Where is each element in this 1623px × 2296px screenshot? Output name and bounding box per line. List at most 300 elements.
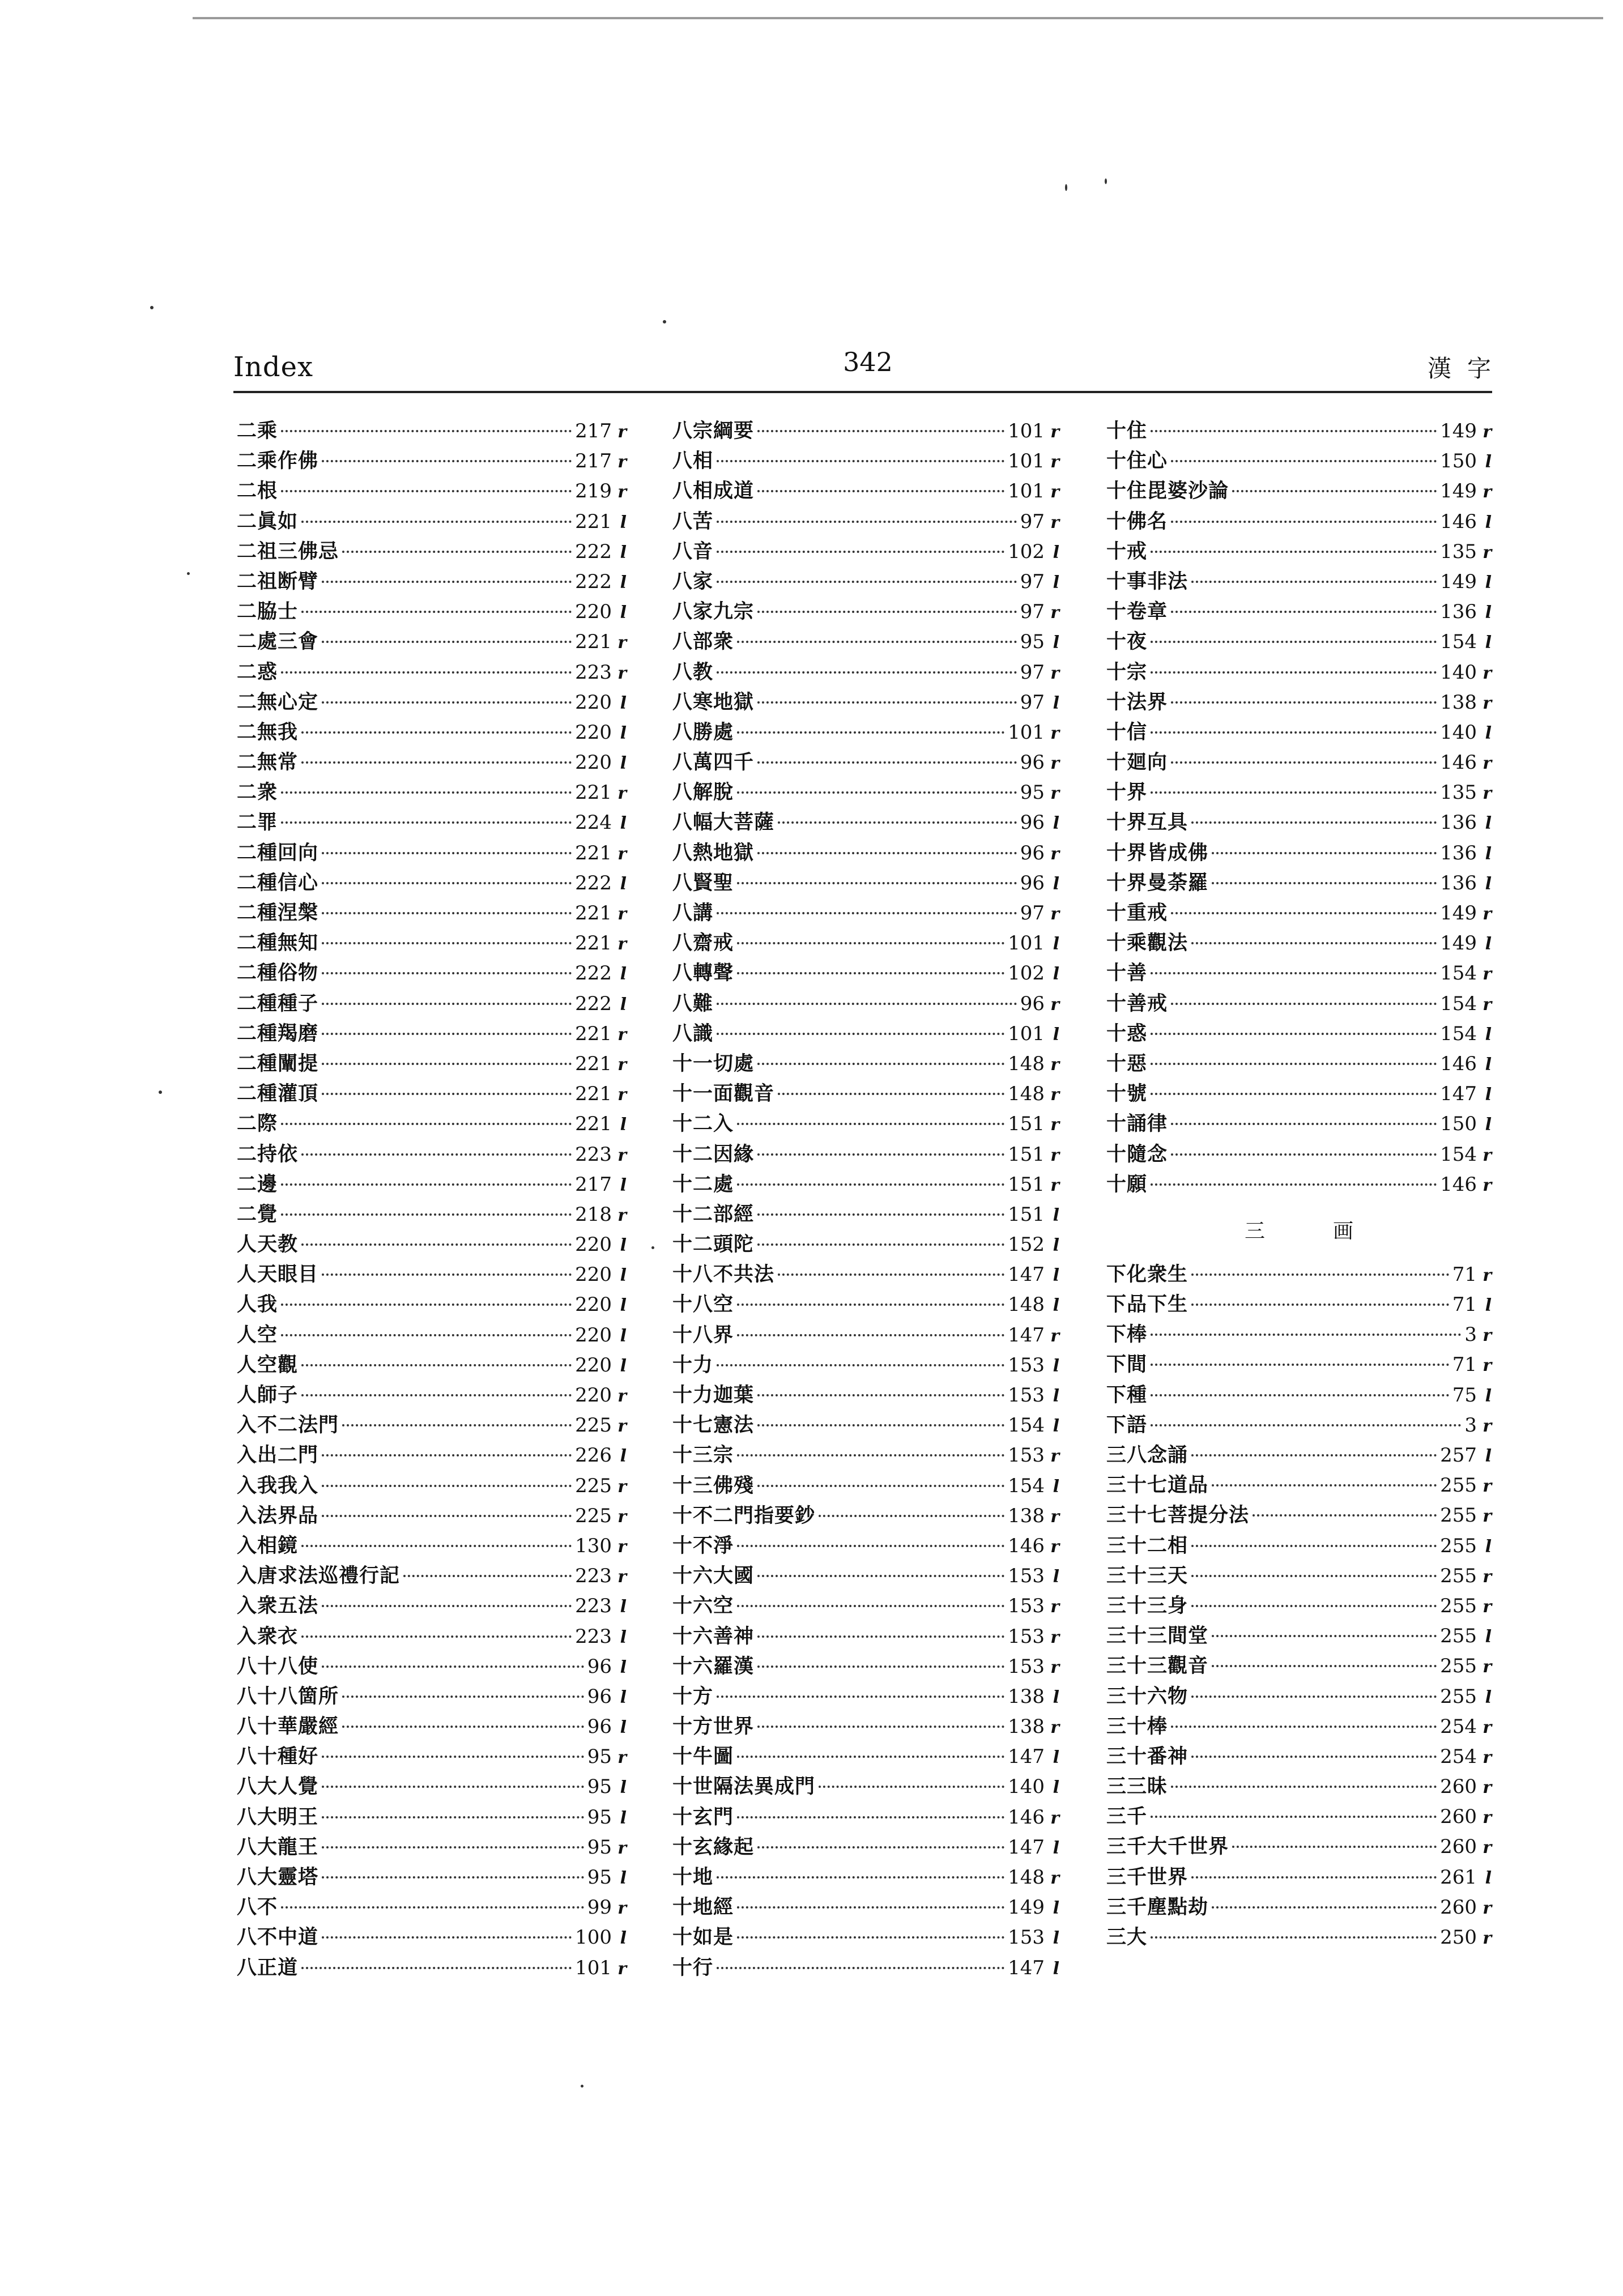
page-number: 342 bbox=[843, 347, 893, 377]
entry-term: 八大人覺 bbox=[237, 1775, 319, 1799]
index-label: Index bbox=[233, 351, 314, 383]
dot-leader bbox=[737, 1605, 1004, 1607]
entry-term: 十三佛殘 bbox=[672, 1474, 755, 1497]
entry-page-number: 225 bbox=[575, 1414, 612, 1437]
index-entry bbox=[672, 1772, 1059, 1802]
entry-column-marker: l bbox=[1053, 1687, 1059, 1707]
dot-leader bbox=[737, 1756, 1004, 1758]
entry-page-number: 220 bbox=[575, 600, 612, 624]
dot-leader bbox=[322, 912, 572, 914]
entry-term: 十八空 bbox=[672, 1293, 734, 1317]
entry-page-number: 254 bbox=[1440, 1715, 1477, 1738]
dot-leader bbox=[778, 1093, 1004, 1095]
entry-column-marker: l bbox=[1485, 1627, 1492, 1647]
index-entry bbox=[1106, 1772, 1492, 1802]
entry-column-marker: r bbox=[1050, 1808, 1059, 1828]
index-entry bbox=[1106, 567, 1492, 597]
entry-column-marker: l bbox=[620, 1446, 627, 1467]
index-entry bbox=[672, 1260, 1059, 1290]
index-entry bbox=[672, 1893, 1059, 1923]
index-entry bbox=[237, 658, 627, 688]
index-entry bbox=[237, 1411, 627, 1441]
dot-leader bbox=[403, 1575, 572, 1577]
entry-term: 十惡 bbox=[1106, 1052, 1148, 1075]
entry-term: 十六大國 bbox=[672, 1565, 755, 1588]
index-entry bbox=[672, 1290, 1059, 1320]
index-entry bbox=[672, 1561, 1059, 1591]
index-entry bbox=[1106, 1742, 1492, 1772]
index-entry bbox=[1106, 718, 1492, 748]
index-entry bbox=[672, 1320, 1059, 1351]
entry-page-number: 95 bbox=[1020, 781, 1045, 804]
index-entry bbox=[1106, 627, 1492, 657]
entry-page-number: 154 bbox=[1008, 1474, 1045, 1497]
dot-leader bbox=[322, 1515, 572, 1517]
entry-page-number: 135 bbox=[1440, 781, 1477, 804]
entry-column-marker: l bbox=[620, 1778, 627, 1798]
entry-page-number: 149 bbox=[1440, 570, 1477, 593]
index-entry bbox=[1106, 1923, 1492, 1953]
entry-term: 十八不共法 bbox=[672, 1263, 775, 1287]
dot-leader bbox=[1212, 882, 1437, 884]
entry-column-marker: r bbox=[1050, 994, 1059, 1015]
entry-column-marker: l bbox=[620, 1597, 627, 1617]
entry-page-number: 153 bbox=[1008, 1384, 1045, 1407]
dot-leader bbox=[301, 1243, 572, 1246]
entry-column-marker: l bbox=[1053, 934, 1059, 955]
entry-page-number: 96 bbox=[1020, 992, 1045, 1015]
entry-term: 二邊 bbox=[237, 1173, 278, 1196]
entry-term: 十一面觀音 bbox=[672, 1083, 775, 1106]
entry-page-number: 95 bbox=[1020, 631, 1045, 654]
dot-leader bbox=[717, 1876, 1004, 1878]
entry-term: 八部衆 bbox=[672, 631, 734, 654]
entry-column-marker: l bbox=[1053, 1928, 1059, 1949]
entry-page-number: 260 bbox=[1440, 1895, 1477, 1919]
index-entry bbox=[672, 1622, 1059, 1652]
dot-leader bbox=[757, 701, 1017, 704]
dot-leader bbox=[737, 791, 1017, 794]
dot-leader bbox=[1191, 1876, 1437, 1878]
entry-page-number: 101 bbox=[1008, 1022, 1045, 1045]
entry-column-marker: r bbox=[1483, 1928, 1492, 1948]
entry-page-number: 224 bbox=[575, 811, 612, 834]
dot-leader bbox=[737, 1906, 1004, 1909]
entry-column-marker: l bbox=[1053, 964, 1059, 985]
index-entry bbox=[672, 1230, 1059, 1260]
entry-page-number: 220 bbox=[575, 1263, 612, 1287]
entry-term: 入出二門 bbox=[237, 1444, 319, 1467]
entry-term: 三三昧 bbox=[1106, 1775, 1168, 1799]
entry-term: 八苦 bbox=[672, 510, 714, 533]
index-entry bbox=[672, 1471, 1059, 1501]
entry-term: 八熱地獄 bbox=[672, 841, 755, 864]
dot-leader bbox=[322, 942, 572, 944]
dot-leader bbox=[1191, 1756, 1437, 1758]
dot-leader bbox=[757, 1424, 1004, 1426]
index-entry bbox=[672, 658, 1059, 688]
entry-term: 八相 bbox=[672, 450, 714, 473]
entry-column-marker: r bbox=[1483, 1326, 1492, 1346]
entry-column-marker: r bbox=[617, 1145, 627, 1165]
entry-term: 二脇士 bbox=[237, 600, 299, 624]
dot-leader bbox=[322, 1846, 584, 1848]
entry-column-marker: l bbox=[1485, 1115, 1492, 1135]
entry-page-number: 95 bbox=[587, 1805, 612, 1829]
entry-page-number: 71 bbox=[1452, 1293, 1477, 1317]
index-entry bbox=[672, 808, 1059, 838]
entry-term: 十佛名 bbox=[1106, 510, 1168, 533]
index-entry bbox=[1106, 597, 1492, 627]
entry-page-number: 255 bbox=[1440, 1625, 1477, 1648]
dot-leader bbox=[737, 972, 1004, 974]
entry-page-number: 101 bbox=[1008, 450, 1045, 473]
index-entry bbox=[237, 1893, 627, 1923]
entry-term: 十卷章 bbox=[1106, 600, 1168, 624]
entry-term: 十世隔法異成門 bbox=[672, 1775, 816, 1799]
entry-column-marker: r bbox=[1050, 1145, 1059, 1165]
entry-page-number: 140 bbox=[1440, 721, 1477, 744]
entry-column-marker: l bbox=[620, 874, 627, 894]
dot-leader bbox=[737, 1334, 1004, 1336]
entry-page-number: 151 bbox=[1008, 1143, 1045, 1166]
dot-leader bbox=[342, 1696, 584, 1698]
entry-column-marker: l bbox=[1053, 1838, 1059, 1858]
entry-term: 二無心定 bbox=[237, 691, 319, 714]
entry-term: 十不二門指要鈔 bbox=[672, 1504, 816, 1527]
entry-term: 八轉聲 bbox=[672, 962, 734, 985]
entry-page-number: 222 bbox=[575, 540, 612, 563]
entry-term: 十六空 bbox=[672, 1595, 734, 1618]
dot-leader bbox=[1212, 852, 1437, 854]
entry-page-number: 97 bbox=[1020, 510, 1045, 533]
dot-leader bbox=[757, 1394, 1004, 1396]
index-entry bbox=[237, 1441, 627, 1471]
entry-term: 二種羯磨 bbox=[237, 1022, 319, 1045]
entry-column-marker: l bbox=[620, 813, 627, 834]
entry-page-number: 250 bbox=[1440, 1926, 1477, 1949]
entry-column-marker: r bbox=[1050, 603, 1059, 623]
entry-page-number: 97 bbox=[1020, 691, 1045, 714]
dot-leader bbox=[737, 1936, 1004, 1939]
entry-term: 八大靈塔 bbox=[237, 1866, 319, 1889]
entry-page-number: 222 bbox=[575, 871, 612, 894]
entry-column-marker: l bbox=[620, 542, 627, 563]
entry-term: 二根 bbox=[237, 480, 278, 503]
dot-leader bbox=[1171, 1786, 1437, 1788]
entry-column-marker: r bbox=[1483, 1566, 1492, 1587]
scan-speck bbox=[1105, 178, 1107, 184]
entry-page-number: 222 bbox=[575, 992, 612, 1015]
entry-page-number: 3 bbox=[1464, 1323, 1477, 1347]
dot-leader bbox=[1151, 1093, 1437, 1095]
dot-leader bbox=[281, 1213, 572, 1216]
entry-column-marker: l bbox=[1485, 874, 1492, 894]
index-entry bbox=[1106, 1651, 1492, 1681]
scan-speck bbox=[187, 572, 190, 575]
entry-page-number: 221 bbox=[575, 631, 612, 654]
index-entry bbox=[1106, 537, 1492, 567]
entry-column-marker: l bbox=[620, 1175, 627, 1195]
entry-page-number: 146 bbox=[1440, 510, 1477, 533]
index-entry bbox=[237, 627, 627, 657]
entry-page-number: 221 bbox=[575, 781, 612, 804]
dot-leader bbox=[281, 490, 572, 492]
dot-leader bbox=[737, 1183, 1004, 1186]
entry-term: 八相成道 bbox=[672, 480, 755, 503]
entry-column-marker: r bbox=[1050, 1718, 1059, 1738]
entry-column-marker: r bbox=[1050, 1175, 1059, 1195]
entry-term: 十二處 bbox=[672, 1173, 734, 1196]
dot-leader bbox=[301, 1967, 572, 1969]
entry-term: 二種無知 bbox=[237, 932, 319, 955]
index-entry bbox=[1106, 868, 1492, 898]
entry-column-marker: l bbox=[620, 693, 627, 713]
entry-page-number: 136 bbox=[1440, 811, 1477, 834]
entry-term: 八十華嚴經 bbox=[237, 1715, 339, 1739]
entry-page-number: 130 bbox=[575, 1534, 612, 1557]
index-entry bbox=[1106, 1350, 1492, 1380]
dot-leader bbox=[322, 1454, 572, 1456]
index-entry bbox=[1106, 1260, 1492, 1290]
entry-column-marker: l bbox=[620, 723, 627, 743]
entry-column-marker: l bbox=[1053, 1958, 1059, 1979]
index-entry bbox=[672, 1441, 1059, 1471]
section-heading-three-strokes: 三画 bbox=[1244, 1220, 1421, 1243]
entry-column-marker: r bbox=[1483, 1175, 1492, 1195]
dot-leader bbox=[322, 1273, 572, 1276]
dot-leader bbox=[1171, 611, 1437, 613]
entry-column-marker: r bbox=[1483, 1747, 1492, 1767]
entry-column-marker: l bbox=[1485, 844, 1492, 864]
entry-term: 十信 bbox=[1106, 721, 1148, 744]
entry-page-number: 150 bbox=[1440, 1113, 1477, 1136]
entry-term: 十隨念 bbox=[1106, 1143, 1168, 1166]
entry-term: 三千大千世界 bbox=[1106, 1835, 1229, 1859]
dot-leader bbox=[322, 1876, 584, 1878]
entry-term: 二祖三佛忌 bbox=[237, 540, 339, 563]
index-entry bbox=[1106, 959, 1492, 989]
entry-page-number: 147 bbox=[1008, 1263, 1045, 1287]
dot-leader bbox=[757, 1575, 1004, 1577]
dot-leader bbox=[1212, 1484, 1437, 1486]
dot-leader bbox=[281, 821, 572, 824]
entry-term: 十力 bbox=[672, 1353, 714, 1377]
dot-leader bbox=[717, 460, 1004, 462]
entry-page-number: 97 bbox=[1020, 570, 1045, 593]
index-entry bbox=[1106, 808, 1492, 838]
entry-column-marker: r bbox=[617, 904, 627, 924]
entry-term: 二覺 bbox=[237, 1203, 278, 1226]
entry-column-marker: l bbox=[620, 1236, 627, 1256]
entry-page-number: 255 bbox=[1440, 1534, 1477, 1557]
dot-leader bbox=[322, 1003, 572, 1005]
index-column-3-bottom bbox=[1106, 1260, 1492, 1953]
entry-column-marker: l bbox=[1485, 1536, 1492, 1557]
index-entry bbox=[672, 1682, 1059, 1712]
entry-page-number: 221 bbox=[575, 1052, 612, 1075]
entry-column-marker: l bbox=[1053, 813, 1059, 834]
entry-column-marker: l bbox=[1485, 723, 1492, 743]
entry-page-number: 101 bbox=[1008, 420, 1045, 442]
index-entry bbox=[672, 838, 1059, 868]
entry-term: 十如是 bbox=[672, 1926, 734, 1949]
entry-term: 八勝處 bbox=[672, 721, 734, 744]
dot-leader bbox=[819, 1515, 1004, 1517]
entry-term: 八解脫 bbox=[672, 781, 734, 804]
entry-column-marker: r bbox=[1483, 542, 1492, 563]
dot-leader bbox=[281, 1906, 584, 1909]
entry-term: 十住 bbox=[1106, 420, 1148, 442]
index-entry bbox=[1106, 1531, 1492, 1561]
entry-term: 三十三間堂 bbox=[1106, 1625, 1209, 1648]
entry-column-marker: r bbox=[1050, 904, 1059, 924]
dot-leader bbox=[1191, 1304, 1449, 1306]
index-entry bbox=[237, 1381, 627, 1411]
dot-leader bbox=[301, 761, 572, 764]
index-entry bbox=[237, 838, 627, 868]
entry-column-marker: l bbox=[1053, 1386, 1059, 1406]
entry-column-marker: r bbox=[617, 1898, 627, 1919]
dot-leader bbox=[757, 1213, 1004, 1216]
entry-term: 十宗 bbox=[1106, 661, 1148, 684]
entry-page-number: 220 bbox=[575, 1323, 612, 1347]
index-entry bbox=[237, 808, 627, 838]
index-entry bbox=[1106, 1079, 1492, 1109]
index-entry bbox=[1106, 1109, 1492, 1139]
index-entry bbox=[672, 959, 1059, 989]
dot-leader bbox=[322, 1605, 572, 1607]
entry-page-number: 220 bbox=[575, 1384, 612, 1407]
index-entry bbox=[1106, 1501, 1492, 1531]
entry-term: 十方世界 bbox=[672, 1715, 755, 1739]
dot-leader bbox=[281, 1304, 572, 1306]
entry-page-number: 255 bbox=[1440, 1685, 1477, 1708]
dot-leader bbox=[717, 671, 1017, 674]
entry-term: 二罪 bbox=[237, 811, 278, 834]
entry-column-marker: l bbox=[620, 1296, 627, 1316]
entry-page-number: 255 bbox=[1440, 1594, 1477, 1617]
entry-term: 下語 bbox=[1106, 1413, 1148, 1437]
entry-column-marker: r bbox=[1483, 1657, 1492, 1677]
index-entry bbox=[1106, 1561, 1492, 1591]
dot-leader bbox=[1191, 1575, 1437, 1577]
index-entry bbox=[237, 1140, 627, 1170]
index-entry bbox=[1106, 1320, 1492, 1350]
entry-page-number: 154 bbox=[1008, 1414, 1045, 1437]
dot-leader bbox=[717, 1364, 1004, 1366]
index-entry bbox=[237, 1923, 627, 1953]
entry-term: 十住毘婆沙論 bbox=[1106, 480, 1229, 503]
index-entry bbox=[237, 1049, 627, 1079]
index-entry bbox=[237, 507, 627, 537]
dot-leader bbox=[737, 1304, 1004, 1306]
entry-page-number: 260 bbox=[1440, 1775, 1477, 1799]
entry-column-marker: l bbox=[1053, 1748, 1059, 1768]
entry-term: 八音 bbox=[672, 540, 714, 563]
entry-page-number: 220 bbox=[575, 721, 612, 744]
entry-column-marker: r bbox=[617, 1386, 627, 1406]
dot-leader bbox=[281, 430, 572, 432]
dot-leader bbox=[1171, 701, 1437, 704]
entry-term: 十善戒 bbox=[1106, 992, 1168, 1015]
entry-column-marker: r bbox=[617, 1506, 627, 1527]
entry-term: 十六善神 bbox=[672, 1625, 755, 1648]
index-entry bbox=[672, 1742, 1059, 1772]
entry-column-marker: l bbox=[1485, 1296, 1492, 1316]
entry-page-number: 101 bbox=[1008, 932, 1045, 955]
entry-page-number: 146 bbox=[1440, 1052, 1477, 1075]
dot-leader bbox=[1191, 1696, 1437, 1698]
entry-term: 十玄門 bbox=[672, 1805, 734, 1829]
entry-column-marker: l bbox=[1485, 1085, 1492, 1105]
index-column-1 bbox=[237, 416, 627, 1983]
entry-page-number: 96 bbox=[1020, 751, 1045, 774]
entry-page-number: 154 bbox=[1440, 1143, 1477, 1166]
entry-page-number: 151 bbox=[1008, 1173, 1045, 1196]
dot-leader bbox=[757, 1153, 1004, 1156]
entry-term: 八大明王 bbox=[237, 1805, 319, 1829]
index-entry bbox=[1106, 507, 1492, 537]
entry-column-marker: l bbox=[1053, 1266, 1059, 1286]
entry-column-marker: r bbox=[617, 1416, 627, 1437]
scan-speck bbox=[581, 2085, 583, 2088]
entry-page-number: 257 bbox=[1440, 1444, 1477, 1467]
entry-term: 十二頭陀 bbox=[672, 1233, 755, 1256]
index-entry bbox=[1106, 838, 1492, 868]
entry-term: 三八念誦 bbox=[1106, 1444, 1189, 1467]
entry-term: 下棒 bbox=[1106, 1323, 1148, 1347]
entry-term: 三千塵點劫 bbox=[1106, 1895, 1209, 1919]
dot-leader bbox=[322, 1756, 584, 1758]
entry-page-number: 95 bbox=[587, 1835, 612, 1859]
index-entry bbox=[1106, 658, 1492, 688]
entry-term: 二衆 bbox=[237, 781, 278, 804]
dot-leader bbox=[322, 1816, 584, 1818]
dot-leader bbox=[322, 1093, 572, 1095]
dot-leader bbox=[737, 882, 1017, 884]
entry-term: 下品下生 bbox=[1106, 1293, 1189, 1317]
entry-term: 十二入 bbox=[672, 1113, 734, 1136]
page-header bbox=[233, 340, 1507, 385]
entry-column-marker: r bbox=[617, 482, 627, 502]
entry-page-number: 217 bbox=[575, 420, 612, 442]
entry-page-number: 97 bbox=[1020, 661, 1045, 684]
entry-term: 十號 bbox=[1106, 1083, 1148, 1106]
entry-column-marker: r bbox=[617, 1476, 627, 1497]
entry-term: 八不 bbox=[237, 1896, 278, 1919]
entry-page-number: 154 bbox=[1440, 962, 1477, 985]
entry-term: 十住心 bbox=[1106, 450, 1168, 473]
entry-page-number: 147 bbox=[1440, 1083, 1477, 1106]
entry-page-number: 151 bbox=[1008, 1113, 1045, 1136]
dot-leader bbox=[301, 731, 572, 734]
entry-page-number: 71 bbox=[1452, 1353, 1477, 1377]
entry-page-number: 146 bbox=[1008, 1805, 1045, 1829]
entry-column-marker: r bbox=[1050, 1627, 1059, 1647]
entry-column-marker: l bbox=[620, 512, 627, 533]
entry-page-number: 136 bbox=[1440, 841, 1477, 864]
dot-leader bbox=[717, 912, 1017, 914]
entry-column-marker: l bbox=[1053, 633, 1059, 653]
entry-term: 下化衆生 bbox=[1106, 1263, 1189, 1286]
index-entry bbox=[237, 688, 627, 718]
index-entry bbox=[237, 1109, 627, 1139]
entry-column-marker: l bbox=[620, 753, 627, 774]
entry-term: 八十八箇所 bbox=[237, 1685, 339, 1708]
dot-leader bbox=[1151, 1816, 1437, 1818]
entry-column-marker: l bbox=[1053, 1205, 1059, 1225]
